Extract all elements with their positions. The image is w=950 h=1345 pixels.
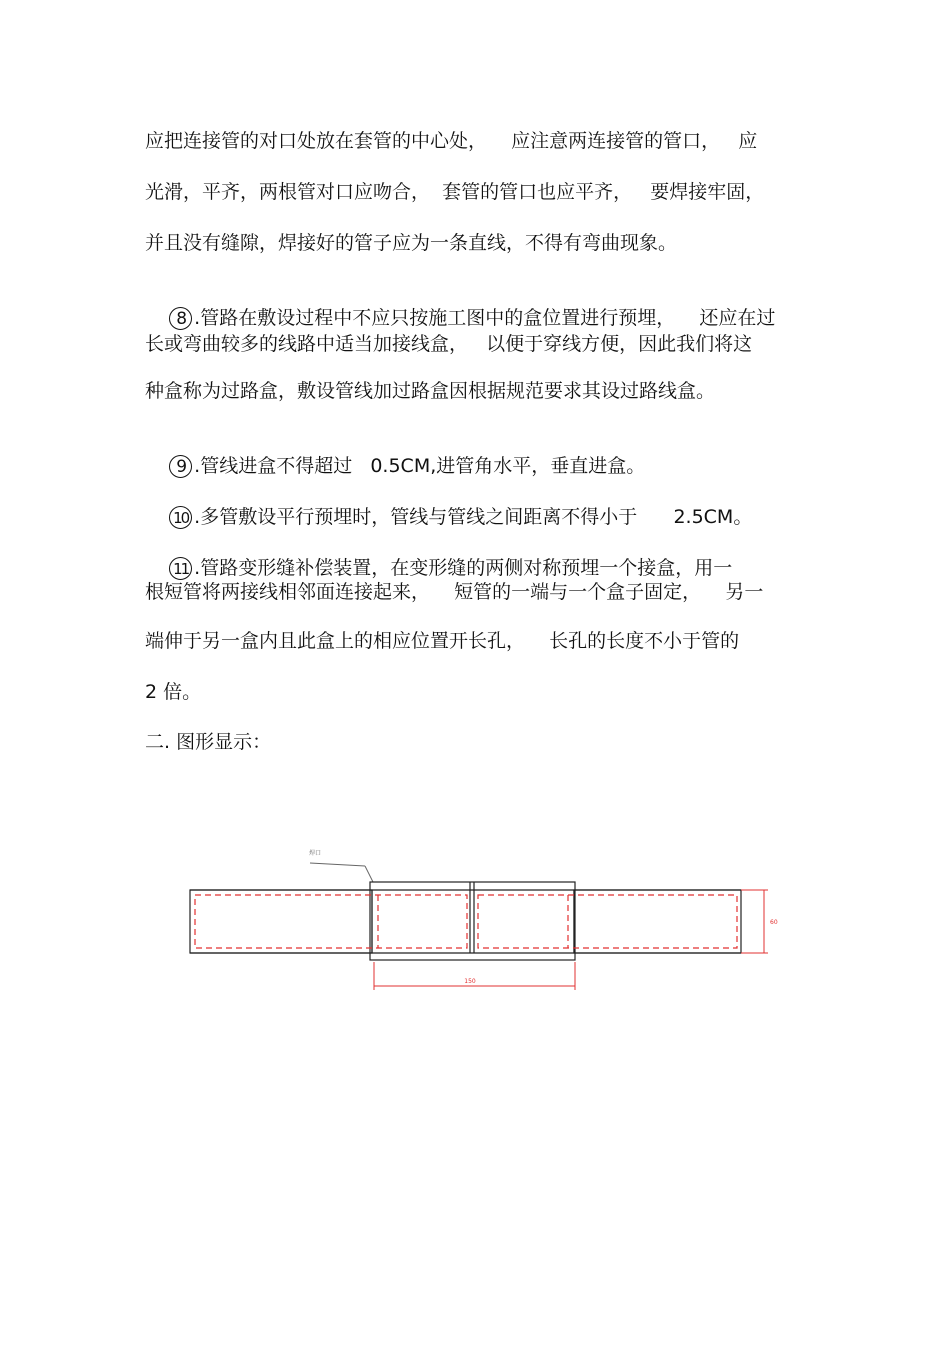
right-pipe-bore xyxy=(478,895,737,948)
left-pipe-bore xyxy=(195,895,467,948)
dimension-right-label: 60 xyxy=(770,919,778,926)
text-line: 端伸于另一盒内且此盒上的相应位置开长孔， 长孔的长度不小于管的 xyxy=(145,630,740,652)
text-line: 长或弯曲较多的线路中适当加接线盒， 以便于穿线方便，因此我们将这 xyxy=(145,333,753,355)
text-line: .管路在敷设过程中不应只按施工图中的盒位置进行预埋， 还应在过 xyxy=(194,307,776,329)
dimension-bottom-label: 150 xyxy=(464,978,476,985)
section-heading: 二. 图形显示： xyxy=(145,731,272,753)
text-line: .管路变形缝补偿装置，在变形缝的两侧对称预埋一个接盒，用一 xyxy=(194,557,733,579)
text-line: 种盒称为过路盒，敷设管线加过路盒因根据规范要求其设过路线盒。 xyxy=(145,380,716,402)
leader-line xyxy=(310,863,365,866)
circled-number-8: 8 xyxy=(169,307,192,330)
text-line: 应把连接管的对口处放在套管的中心处， 应注意两连接管的管口， 应 xyxy=(145,130,758,152)
circled-number-9: 9 xyxy=(169,455,192,478)
text-line: 根短管将两接线相邻面连接起来， 短管的一端与一个盒子固定， 另一 xyxy=(145,581,764,603)
leader-label: 焊口 xyxy=(309,850,322,857)
right-pipe xyxy=(574,890,741,953)
text-line: 并且没有缝隙，焊接好的管子应为一条直线，不得有弯曲现象。 xyxy=(145,232,678,254)
text-line: 2 倍。 xyxy=(145,681,202,703)
leader-line xyxy=(365,866,373,882)
text-line: 光滑，平齐，两根管对口应吻合， 套管的管口也应平齐， 要焊接牢固， xyxy=(145,181,765,203)
text-line: .多管敷设平行预埋时，管线与管线之间距离不得小于 2.5CM。 xyxy=(194,506,753,528)
circled-number-11: 11 xyxy=(169,557,192,580)
left-pipe xyxy=(190,890,372,953)
text-line: .管线进盒不得超过 0.5CM,进管角水平，垂直进盒。 xyxy=(194,455,646,477)
circled-number-10: 10 xyxy=(169,506,192,529)
